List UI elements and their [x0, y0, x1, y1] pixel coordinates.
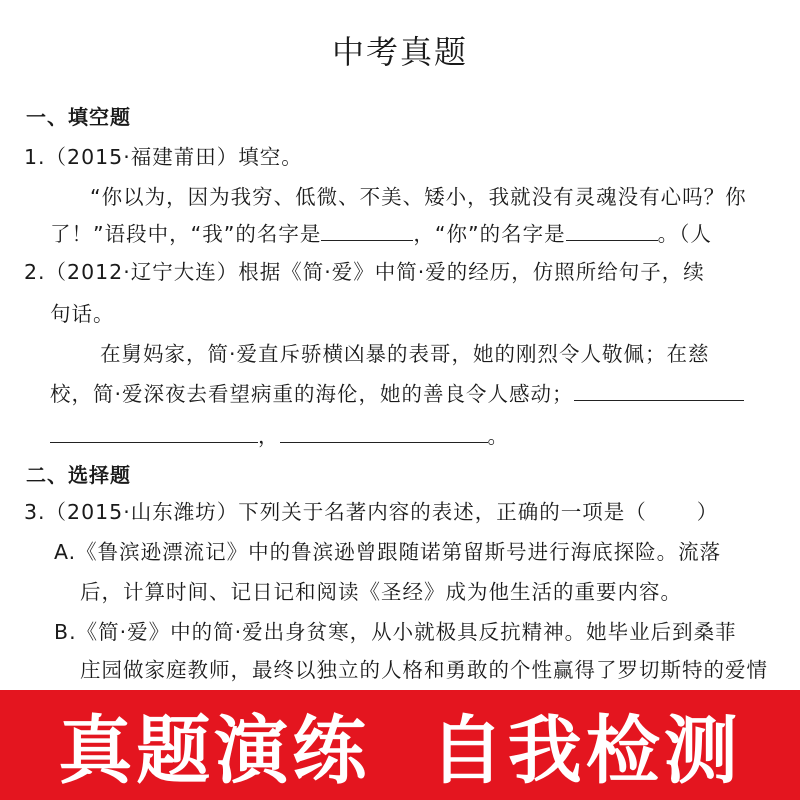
- section-choice-heading: 二、选择题: [26, 463, 131, 487]
- q2-example-line-1: 在舅妈家，简·爱直斥骄横凶暴的表哥，她的刚烈令人敬佩；在慈: [100, 342, 710, 366]
- q3-option-b-line-2: 庄园做家庭教师，最终以独立的人格和勇敢的个性赢得了罗切斯特的爱情: [80, 658, 768, 682]
- promo-banner: [0, 690, 800, 800]
- q2-heading: 2.（2012·辽宁大连）根据《简·爱》中简·爱的经历，仿照所给句子，续: [24, 260, 705, 284]
- page-title: 中考真题: [331, 33, 468, 71]
- q3-option-b-line-1: B.《简·爱》中的简·爱出身贫寒，从小就极具反抗精神。她毕业后到桑菲: [54, 620, 737, 644]
- q2-end-mark: 。: [487, 424, 509, 448]
- q3-question-text: 3.（2015·山东潍坊）下列关于名著内容的表述，正确的一项是（: [24, 500, 647, 524]
- section-fill-in-heading: 一、填空题: [26, 105, 131, 129]
- q3-option-a-line-2: 后，计算时间、记日记和阅读《圣经》成为他生活的重要内容。: [80, 580, 682, 604]
- q1-heading: 1.（2015·福建莆田）填空。: [24, 145, 303, 169]
- q2-blank-3[interactable]: [280, 422, 488, 443]
- q1-text-c: 。（人: [657, 222, 712, 246]
- q2-blank-1[interactable]: [574, 380, 744, 401]
- q3-close-paren: ）: [696, 500, 719, 524]
- q2-example-text: 校，简·爱深夜去看望病重的海伦，她的善良令人感动；: [50, 382, 574, 406]
- q2-blank-2[interactable]: [50, 422, 258, 443]
- q1-blank-1[interactable]: [321, 220, 413, 241]
- q2-separator: ，: [258, 424, 280, 448]
- q2-blank-line: [50, 422, 509, 450]
- q1-text-a: 了！”语段中，“我”的名字是: [50, 222, 322, 246]
- q2-continuation: 句话。: [50, 302, 115, 326]
- q1-answer-line: [50, 220, 712, 248]
- q1-blank-2[interactable]: [566, 220, 658, 241]
- banner-text: 真题演练 自我检测: [58, 708, 742, 794]
- q2-example-line-2: [50, 380, 744, 408]
- q1-quote: “你以为，因为我穷、低微、不美、矮小，我就没有灵魂没有心吗？你: [90, 185, 747, 209]
- q3-heading: [24, 498, 718, 526]
- q3-option-a-line-1: A.《鲁滨逊漂流记》中的鲁滨逊曾跟随诺第留斯号进行海底探险。流落: [54, 540, 722, 564]
- q1-text-b: ，“你”的名字是: [413, 222, 566, 246]
